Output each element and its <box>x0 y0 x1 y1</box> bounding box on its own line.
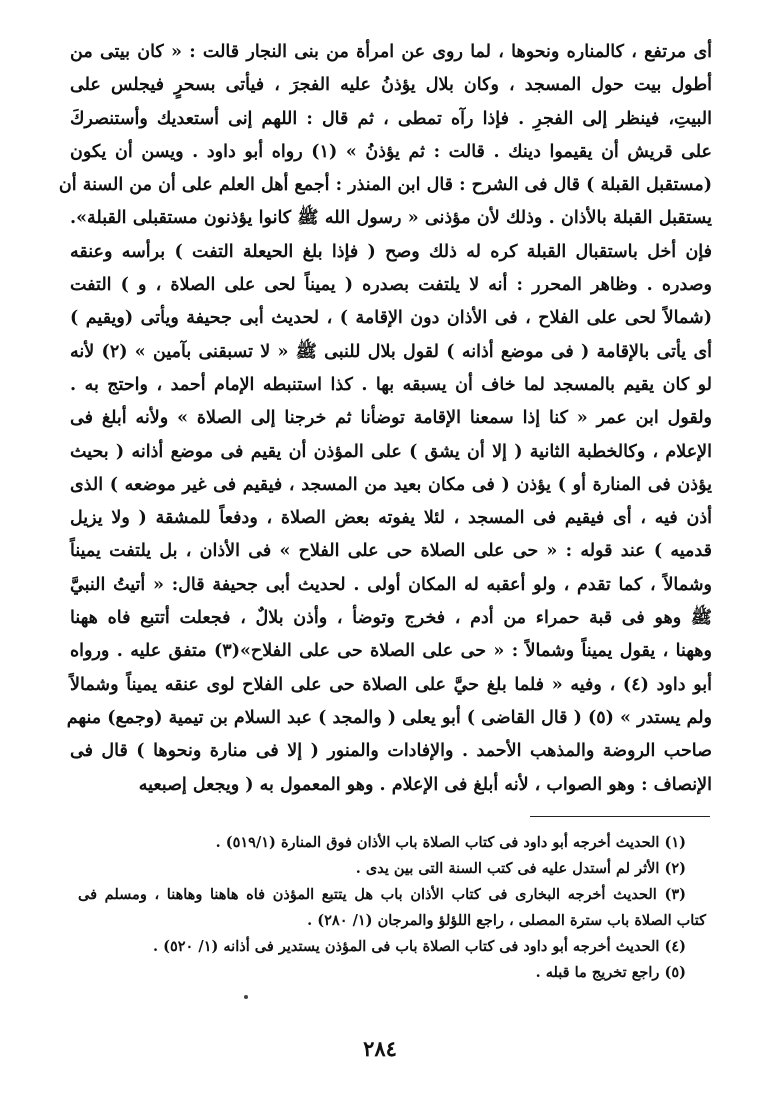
text-line: على قريش أن يقيموا دينك . قالت : ثم يؤذنُ » (١) رواه أبو داود . ويسن أن يكون <box>70 141 713 162</box>
text-line: يؤذن فى المنارة أو ) يؤذن ( فى مكان بعيد من المسجد ، فيقيم فى غير موضعه ) الذى <box>70 474 712 495</box>
footnote-line: (٥) راجع تخريج ما قبله . <box>535 964 686 981</box>
text-line: ﷺ وهو فى قبة حمراء من أدم ، فخرج وتوضأ ، وأذن بلالٌ ، فجعلت أتتبع فاه ههنا <box>70 608 712 629</box>
text-line: ولقول ابن عمر « كنا إذا سمعنا الإقامة توضأنا ثم خرجنا إلى الصلاة » ولأنه أبلغ فى <box>70 408 712 429</box>
text-line: أى يأتى بالإقامة ( فى موضع أذانه ) لقول بلال للنبى ﷺ « لا تسبقنى بآمين » (٢) لأنه <box>70 341 712 362</box>
text-line: أذن فيه ، أى فيقيم فى المسجد ، لئلا يفوته بعض الصلاة ، ودفعاً للمشقة ( ولا يزيل <box>70 508 712 529</box>
text-line: الإنصاف : وهو الصواب ، لأنه أبلغ فى الإعلام . وهو المعمول به ( ويجعل إصبعيه <box>138 774 712 795</box>
text-line: وههنا ، يقول يميناً وشمالاً : « حى على الصلاة حى على الفلاح»(٣) متفق عليه . ورواه <box>70 641 712 662</box>
text-line: صاحب الروضة والمذهب الأحمد . والإفادات والمنور ( إلا فى منارة ونحوها ) قال فى <box>70 741 712 762</box>
footnote-separator <box>530 816 710 817</box>
text-line: فإن أخل باستقبال القبلة كره له ذلك وصح ( فإذا بلغ الحيعلة التفت ) برأسه وعنقه <box>70 241 712 262</box>
text-line: أى مرتفع ، كالمناره ونحوها ، لما روى عن امرأة من بنى النجار قالت : « كان بيتى من <box>70 42 712 62</box>
text-line: لو كان يقيم بالمسجد لما خاف أن يسبقه بها . كذا استنبطه الإمام أحمد ، واحتج به . <box>70 374 712 395</box>
text-line: أطول بيت حول المسجد ، وكان بلال يؤذنُ عليه الفجرَ ، فيأتى بسحرٍ فيجلس على <box>70 75 712 96</box>
text-line: وصدره . وظاهر المحرر : أنه لا يلتفت بصدره ( يميناً لحى على الصلاة ، و ) التفت <box>70 275 712 296</box>
footnote-line: (١) الحديث أخرجه أبو داود فى كتاب الصلاة باب الأذان فوق المنارة (٥١٩/١) . <box>215 834 686 851</box>
page-number: ٢٨٤ <box>363 1036 397 1061</box>
text-line: البيتِ، فينظر إلى الفجرِ . فإذا رآه تمطى ، ثم قال : اللهم إنى أستعديك وأستنصركَ <box>70 108 712 129</box>
footnote-line: (٣) الحديث أخرجه البخارى فى كتاب الأذان باب هل يتتبع المؤذن فاه هاهنا وهاهنا ، ومسلم فى <box>78 886 686 903</box>
page-body <box>58 36 713 802</box>
text-line: قدميه ) عند قوله : « حى على الصلاة حى على الفلاح » فى الأذان ، بل يلتفت يميناً <box>70 541 712 562</box>
text-line: ولم يستدر » (٥) ( قال القاضى ) أبو يعلى ( والمجد ) عبد السلام بن تيمية (وجمع) منهم <box>66 707 712 728</box>
footnote-line: كتاب الصلاة باب سترة المصلى ، راجع اللؤلؤ والمرجان (١/ ٢٨٠) . <box>307 912 706 929</box>
text-line: وشمالاً ، كما تقدم ، ولو أعقبه له المكان أولى . لحديث أبى جحيفة قال: « أتيتُ النبيَّ <box>70 574 712 595</box>
text-line: (مستقبل القبلة ) قال فى الشرح : قال ابن المنذر : أجمع أهل العلم على أن من السنة أن <box>58 175 712 196</box>
text-line: يستقبل القبلة بالأذان . وذلك لأن مؤذنى « رسول الله ﷺ كانوا يؤذنون مستقبلى القبلة». <box>70 208 712 229</box>
main-text <box>58 36 713 802</box>
text-line: (شمالاً لحى على الفلاح ، فى الأذان دون الإقامة ) ، لحديث أبى جحيفة ويأتى (ويقيم ) <box>70 308 712 329</box>
footnotes <box>78 830 706 986</box>
text-line: أبو داود (٤) ، وفيه « فلما بلغ حيَّ على الصلاة حى على الفلاح لوى عنقه يميناً وشمالاً <box>70 674 712 695</box>
stray-dot <box>244 995 248 999</box>
text-line: الإعلام ، وكالخطبة الثانية ( إلا أن يشق ) على المؤذن أن يقيم فى موضع أذانه ( بحيث <box>70 441 712 462</box>
footnote-line: (٤) الحديث أخرجه أبو داود فى كتاب الصلاة باب فى المؤذن يستدير فى أذانه (١/ ٥٢٠) . <box>152 938 686 955</box>
footnote-line: (٢) الأثر لم أستدل عليه فى كتب السنة التى بين يدى . <box>355 860 686 877</box>
